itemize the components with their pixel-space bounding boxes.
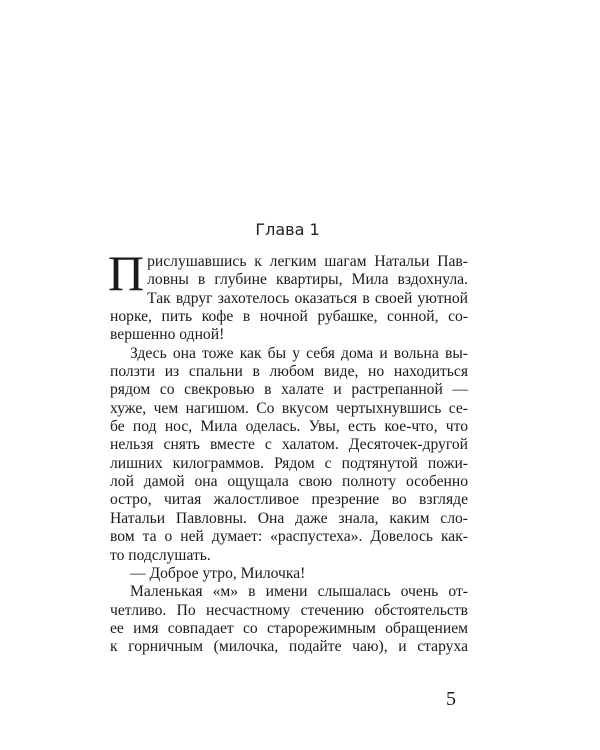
text-line: четливо. По несчастному стечению обстоятельств [110, 601, 468, 619]
text-line: ползти из спальни в любом виде, но находиться [110, 363, 468, 381]
text-line: нельзя снять вместе с халатом. Десяточек-другой [110, 436, 468, 454]
text-line: то подслушать. [110, 546, 211, 564]
text-line: Маленькая «м» в имени слышалась очень от- [130, 583, 468, 601]
text-line: лишних килограммов. Рядом с подтянутой пожи- [110, 454, 468, 472]
text-line: хуже, чем нагишом. Со вкусом чертыхнувшись се- [110, 399, 468, 417]
text-line: вершенно одной! [110, 326, 225, 344]
text-line: Так вдруг захотелось оказаться в своей уютной [147, 289, 468, 307]
text-line: остро, читая жалостливое презрение во взгляде [110, 491, 468, 509]
text-line: Натальи Павловны. Она даже знала, каким сло- [110, 509, 468, 527]
text-line: лой дамой она ощущала свою полноту особенно [110, 473, 468, 491]
text-line: рислушавшись к легким шагам Натальи Пав- [147, 253, 468, 270]
text-line: норке, пить кофе в ночной рубашке, сонной, со- [110, 308, 468, 326]
text-line: рядом со свекровью в халате и растрепанной — [110, 381, 468, 399]
text-line: Здесь она тоже как бы у себя дома и вольна вы- [130, 344, 468, 362]
drop-cap: П [108, 245, 145, 301]
chapter-title: Глава 1 [255, 220, 320, 239]
page-number: 5 [446, 688, 456, 710]
text-line: к горничным (милочка, подайте чаю), и старуха [110, 638, 468, 656]
text-line: ловны в глубине квартиры, Мила вздохнула. [147, 271, 468, 289]
text-line: вом та о ней думает: «распустеха». Довелось как- [110, 528, 468, 546]
text-line: бе под нос, Мила оделась. Увы, есть кое-что, что [110, 418, 468, 436]
text-line: — Доброе утро, Милочка! [130, 564, 306, 582]
text-line: ее имя совпадает со старорежимным обращением [110, 619, 468, 637]
body-text [108, 245, 468, 657]
